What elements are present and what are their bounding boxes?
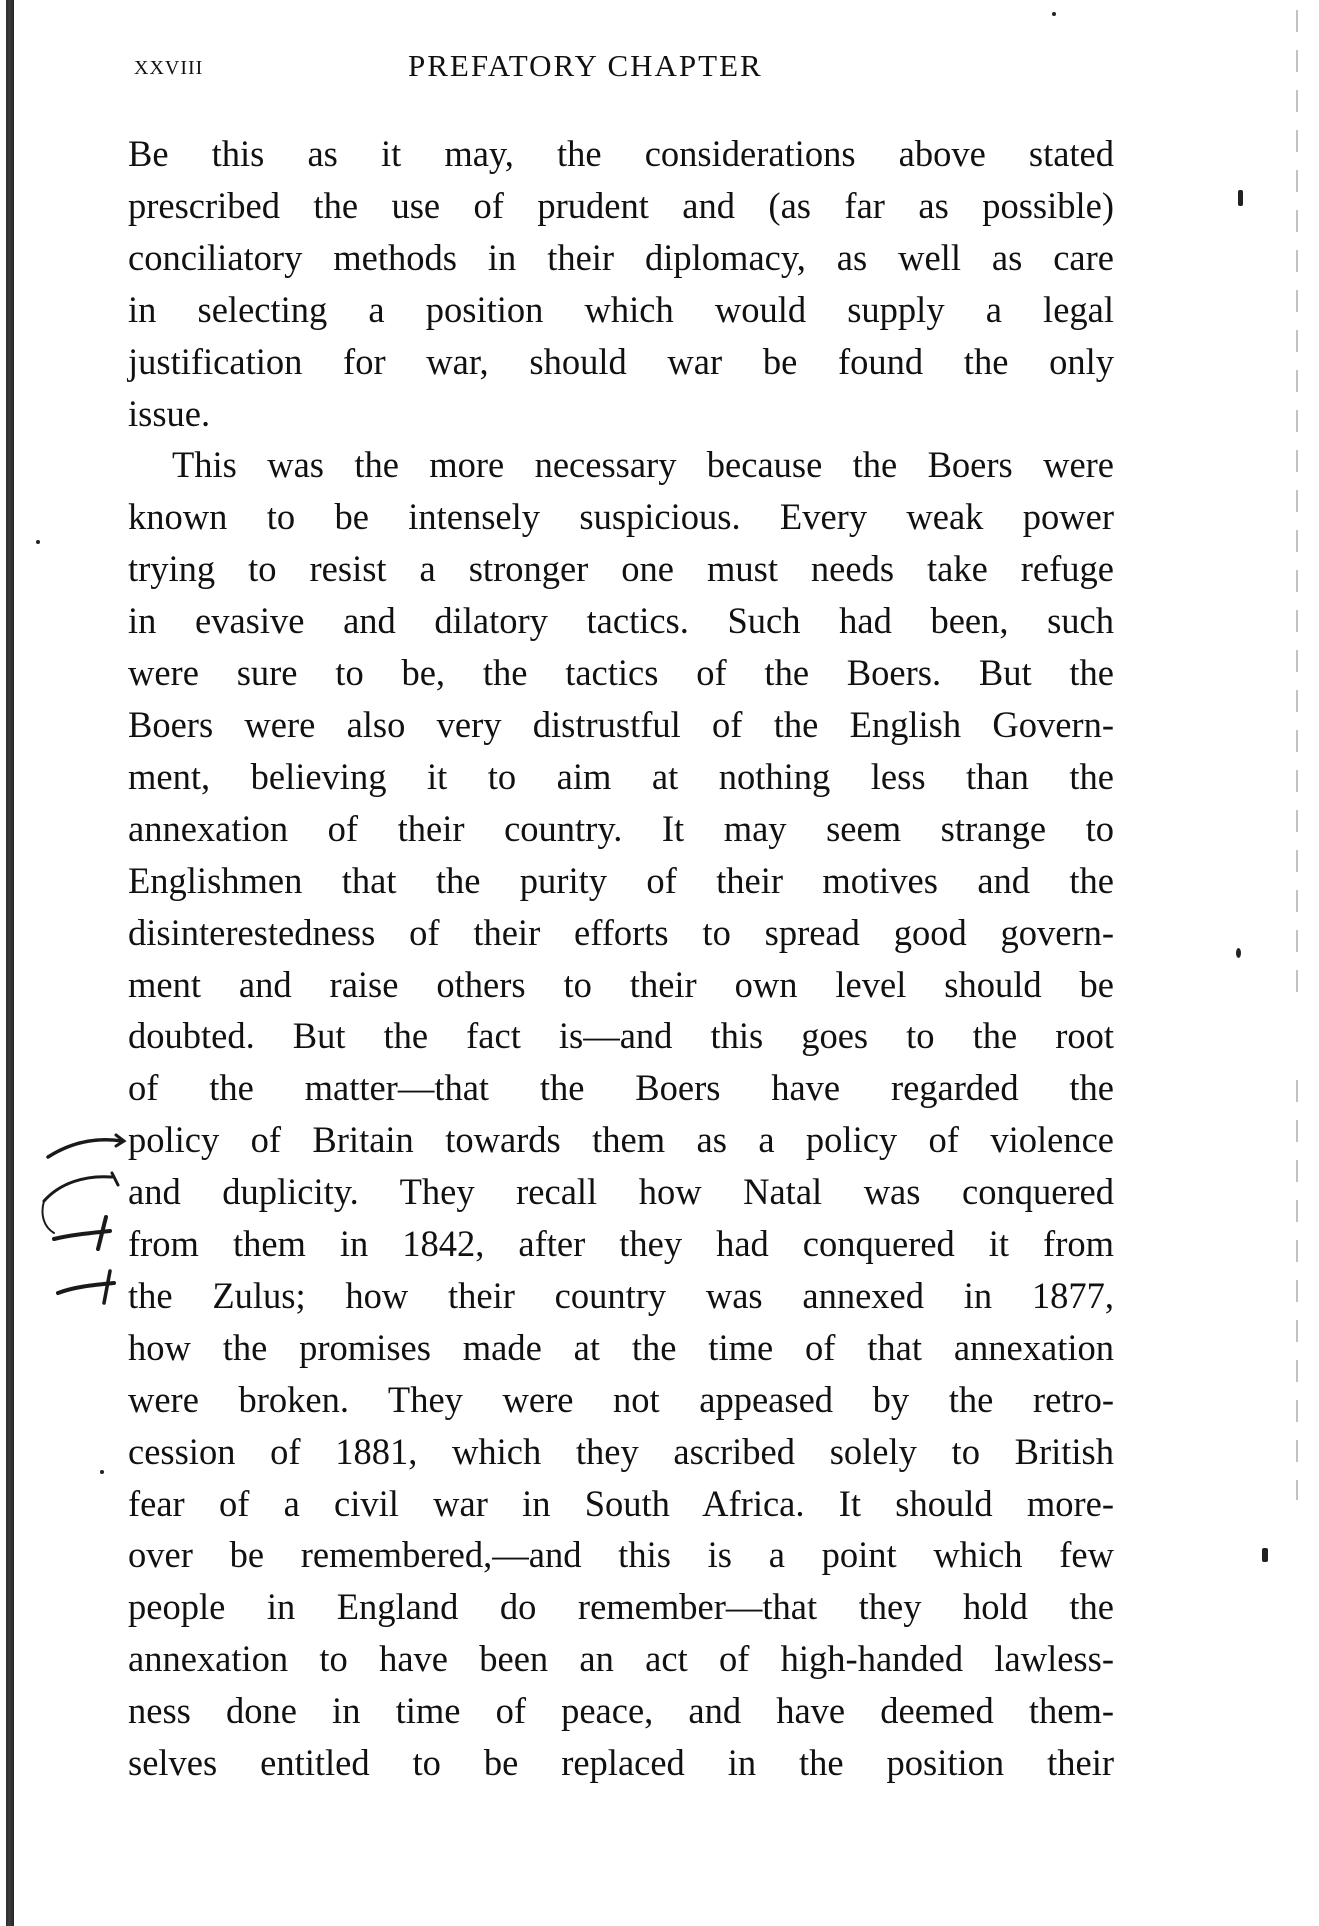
text-line: Englishmen that the purity of their motives and the [128, 859, 1114, 901]
scan-speck [36, 540, 40, 544]
text-line: fear of a civil war in South Africa. It should more- [128, 1482, 1114, 1524]
running-title: PREFATORY CHAPTER [408, 48, 763, 83]
scan-speck [1238, 190, 1243, 206]
text-line: ment and raise others to their own level should be [128, 963, 1114, 1005]
text-line: were sure to be, the tactics of the Boers. But the [128, 652, 1114, 694]
text-line: known to be intensely suspicious. Every weak power [128, 496, 1114, 538]
text-line: conciliatory methods in their diplomacy, as well as care [128, 236, 1114, 278]
scan-speck [1052, 12, 1056, 16]
text-line: annexation of their country. It may seem strange to [128, 807, 1114, 849]
text-line: disinterestedness of their efforts to spread good govern- [128, 911, 1114, 953]
text-line: ness done in time of peace, and have deemed them- [128, 1690, 1114, 1732]
running-header [128, 42, 1118, 92]
text-line: prescribed the use of prudent and (as far as possible) [128, 184, 1114, 226]
paragraph-1 [128, 128, 1114, 439]
binding-edge [6, 0, 14, 1926]
page-edge-shadow-lower [1296, 1080, 1298, 1500]
text-line: over be remembered,—and this is a point which few [128, 1534, 1114, 1576]
text-line: selves entitled to be replaced in the position their [128, 1742, 1114, 1784]
scan-speck [1236, 948, 1241, 958]
text-line: issue. [128, 392, 211, 434]
text-line: cession of 1881, which they ascribed solely to British [128, 1430, 1114, 1472]
page-number: xxviii [134, 50, 204, 81]
body-text [128, 128, 1114, 1789]
text-line: were broken. They were not appeased by the retro- [128, 1378, 1114, 1420]
scan-speck [1262, 1548, 1268, 1562]
text-line: Be this as it may, the considerations above stated [128, 133, 1114, 174]
text-line: from them in 1842, after they had conquered it from [128, 1223, 1114, 1265]
text-line: people in England do remember—that they hold the [128, 1586, 1114, 1628]
scan-speck [100, 1470, 104, 1474]
handwritten-margin-marks [40, 1115, 130, 1335]
text-line: how the promises made at the time of that annexation [128, 1326, 1114, 1368]
text-line: justification for war, should war be found the only [128, 340, 1114, 382]
text-line: and duplicity. They recall how Natal was conquered [128, 1171, 1114, 1213]
text-line: in evasive and dilatory tactics. Such had been, such [128, 600, 1114, 642]
text-line: in selecting a position which would supply a legal [128, 288, 1114, 330]
text-line: annexation to have been an act of high-handed lawless- [128, 1638, 1114, 1680]
text-line: doubted. But the fact is—and this goes to the root [128, 1015, 1114, 1057]
paragraph-2 [128, 439, 1114, 1789]
text-line: ment, believing it to aim at nothing less than the [128, 755, 1114, 797]
text-line: This was the more necessary because the Boers were [172, 444, 1114, 486]
text-line: the Zulus; how their country was annexed in 1877, [128, 1274, 1114, 1316]
text-line: policy of Britain towards them as a policy of violence [128, 1119, 1114, 1161]
page-edge-shadow [1296, 10, 1298, 1010]
text-line: of the matter—that the Boers have regarded the [128, 1067, 1114, 1109]
text-line: Boers were also very distrustful of the English Govern- [128, 703, 1114, 745]
text-line: trying to resist a stronger one must needs take refuge [128, 548, 1114, 590]
